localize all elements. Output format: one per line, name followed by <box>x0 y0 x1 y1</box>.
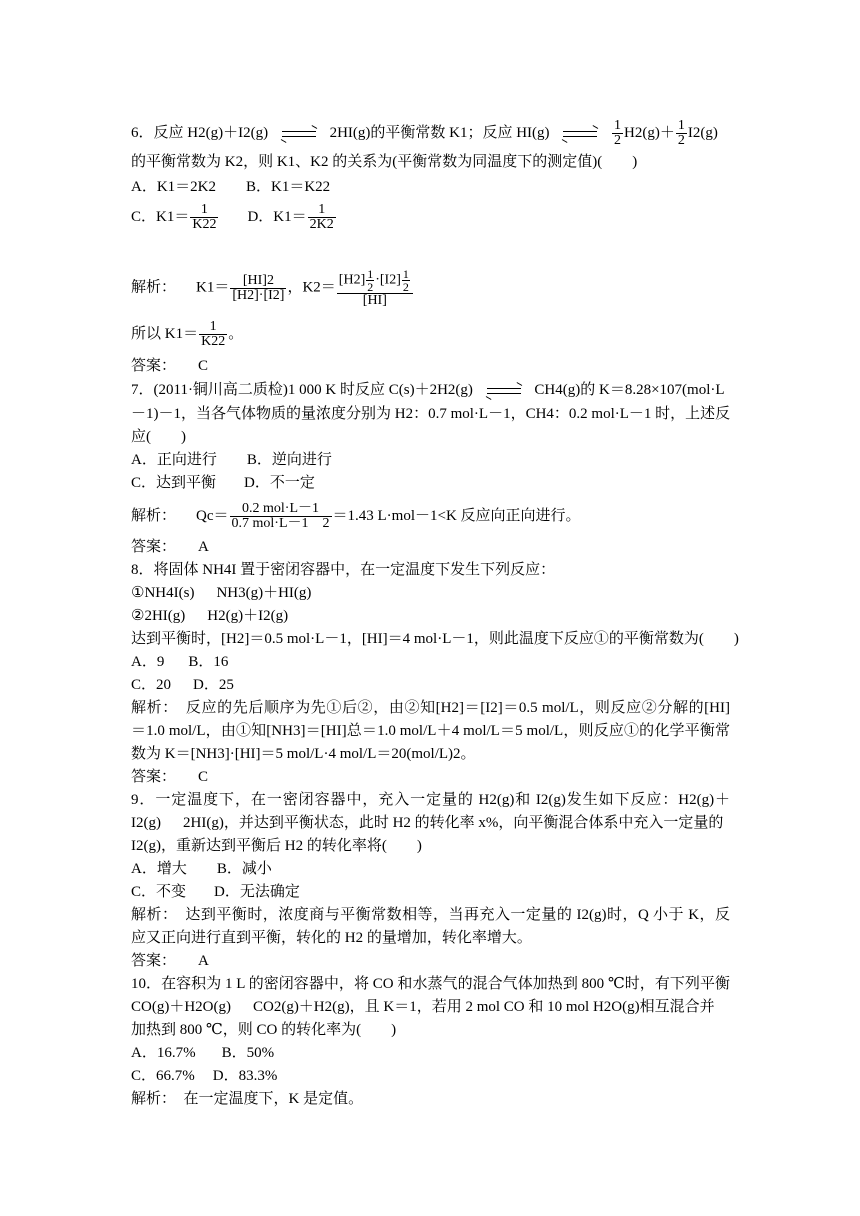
q8-reaction1-reactant: ①NH4I(s) <box>131 585 195 601</box>
q9-line1: 9．一定温度下，在一密闭容器中，充入一定量的 H2(g)和 I2(g)发生如下反应：H2(g)＋ <box>131 792 730 808</box>
q7-line3: 应( ) <box>131 429 186 445</box>
q9-reactant: I2(g) <box>131 815 161 831</box>
q6-options-ab <box>131 178 330 196</box>
q9-answer-value: A <box>198 953 209 969</box>
half-exponent: $\frac{1}{2}$ <box>402 267 409 294</box>
q7-answer-value: A <box>198 539 209 555</box>
q6-i2-term: I2(g) <box>687 124 718 141</box>
answer-label: 答案： <box>131 953 177 969</box>
q7-line1 <box>131 381 725 399</box>
q8-reaction2-product: H2(g)＋I2(g) <box>207 608 289 624</box>
q8-answer-value: C <box>198 769 209 785</box>
q6-h2-term: H2(g)＋ <box>624 124 675 141</box>
q8-reaction2-reactant: ②2HI(g) <box>131 608 186 624</box>
q9-answer <box>131 952 209 970</box>
q9-options-cd <box>131 883 300 901</box>
q7-option-b: B．逆向进行 <box>246 452 332 468</box>
q10-line1: 10．在容积为 1 L 的密闭容器中，将 CO 和水蒸气的混合气体加热到 800 ℃时，有下列平衡 <box>131 976 730 992</box>
q8-answer <box>131 768 208 786</box>
q7-option-a: A．正向进行 <box>131 452 217 468</box>
q8-options-cd <box>131 676 234 694</box>
equilibrium-arrow-icon <box>487 387 521 395</box>
qc-result: ＝1.43 L·mol－1<K 反应向正向进行。 <box>332 507 581 524</box>
q6-option-c: C．K1＝ <box>131 208 190 225</box>
q6-conclusion-fraction: $\frac{1}{K22}$ <box>201 319 226 349</box>
q6-answer-value: C <box>198 358 209 374</box>
q6-option-c-fraction: $\frac{1}{K22}$ <box>192 202 217 232</box>
qc-fraction: $\frac{\text{0.2 mol·L－1}}{\text{0.7 mol·L－1 2}}$ <box>231 501 330 531</box>
half-fraction: $\frac{1}{2}$ <box>677 118 685 148</box>
q7-explanation <box>131 502 581 531</box>
q9-line2 <box>131 814 723 832</box>
q9-options-ab <box>131 860 272 878</box>
q8-line4: 达到平衡时，[H2]＝0.5 mol·L－1，[HI]＝4 mol·L－1，则此温度下反应①的平衡常数为( ) <box>131 631 739 647</box>
q8-option-c: C．20 <box>131 677 172 693</box>
equilibrium-arrow-icon <box>563 130 597 138</box>
q9-option-c: C．不变 <box>131 884 187 900</box>
q10-option-c: C．66.7% <box>131 1068 195 1084</box>
q9-option-b: B．减小 <box>216 861 272 877</box>
q7-option-d: D．不一定 <box>244 475 315 491</box>
q8-options-ab <box>131 653 228 671</box>
k1-fraction: $\frac{[HI]2}{[H2]\cdot[I2]}$ <box>232 272 285 303</box>
q8-explanation-2: ＝1.0 mol/L，由①知[NH3]＝[HI]总＝1.0 mol/L＋4 mol/L＝5 mol/L，则反应①的化学平衡常 <box>131 723 730 739</box>
q7-line2: －1)－1，当各气体物质的量浓度分别为 H2：0.7 mol·L－1，CH4：0.2 mol·L－1 时，上述反 <box>131 406 731 422</box>
q9-option-a: A．增大 <box>131 861 187 877</box>
q6-options-cd <box>131 203 337 232</box>
q6-line1 <box>131 119 718 148</box>
q9-line3: I2(g)，重新达到平衡后 H2 的转化率将( ) <box>131 838 422 854</box>
half-exponent: $\frac{1}{2}$ <box>367 267 374 294</box>
q10-reactants: CO(g)＋H2O(g) <box>131 999 231 1015</box>
q6-conclusion <box>131 320 243 349</box>
explanation-label: 解析： <box>131 507 177 524</box>
q8-line1: 8．将固体 NH4I 置于密闭容器中，在一定温度下发生下列反应： <box>131 562 556 578</box>
q6-answer <box>131 357 208 375</box>
q10-line2 <box>131 998 715 1016</box>
q7-options-cd <box>131 474 315 492</box>
q7-options-ab <box>131 451 332 469</box>
q9-explanation-2: 应又正向进行直到平衡，转化的 H2 的量增加，转化率增大。 <box>131 930 532 946</box>
k1-label: K1＝ <box>196 279 230 296</box>
answer-label: 答案： <box>131 358 177 374</box>
q8-explanation-3: 数为 K＝[NH3]·[HI]＝5 mol/L·4 mol/L＝20(mol/L)2。 <box>131 746 476 762</box>
q9-explanation-1: 解析： 达到平衡时，浓度商与平衡常数相等，当再充入一定量的 I2(g)时，Q 小于 K，反 <box>131 907 730 923</box>
q6-option-d: D．K1＝ <box>247 208 307 225</box>
q8-reaction2 <box>131 607 288 625</box>
q10-option-b: B．50% <box>221 1045 275 1061</box>
q6-conclusion-label: 所以 K1＝ <box>131 325 199 342</box>
qc-label: Qc＝ <box>196 507 229 524</box>
q6-conclusion-period: 。 <box>228 325 244 342</box>
q8-reaction1-product: NH3(g)＋HI(g) <box>216 585 312 601</box>
equilibrium-arrow-icon <box>282 130 316 138</box>
q6-line2: 的平衡常数为 K2，则 K1、K2 的关系为(平衡常数为同温度下的测定值)( ) <box>131 154 638 170</box>
q6-explanation <box>131 268 414 308</box>
explanation-label: 解析： <box>131 279 177 296</box>
q8-option-d: D．25 <box>193 677 234 693</box>
q7-k-value: CH4(g)的 K＝8.28×107(mol·L <box>534 382 725 398</box>
q10-explanation: 解析： 在一定温度下，K 是定值。 <box>131 1091 364 1107</box>
q6-reaction1: 6．反应 H2(g)＋I2(g) <box>131 124 269 141</box>
q9-option-d: D．无法确定 <box>214 884 300 900</box>
q6-reaction1-product: 2HI(g)的平衡常数 K1；反应 HI(g) <box>329 124 550 141</box>
q7-reaction: 7．(2011·铜川高二质检)1 000 K 时反应 C(s)＋2H2(g) <box>131 382 473 398</box>
half-fraction: $\frac{1}{2}$ <box>614 118 622 148</box>
q10-option-a: A．16.7% <box>131 1045 196 1061</box>
q10-line3: 加热到 800 ℃，则 CO 的转化率为( ) <box>131 1022 397 1038</box>
q10-products: CO2(g)＋H2(g)，且 K＝1，若用 2 mol CO 和 10 mol H2O(g)相互混合并 <box>252 999 715 1015</box>
q10-option-d: D．83.3% <box>212 1068 278 1084</box>
answer-label: 答案： <box>131 769 177 785</box>
k2-label: ，K2＝ <box>287 279 336 296</box>
q10-options-cd <box>131 1067 277 1085</box>
q6-option-a: A．K1＝2K2 <box>131 179 216 195</box>
answer-label: 答案： <box>131 539 177 555</box>
q7-answer <box>131 538 209 556</box>
q8-reaction1 <box>131 584 311 602</box>
k2-fraction: [H2] $\frac{1}{2}$ ·[I2] $\frac{1}{2}$ [HI] <box>337 268 413 308</box>
q7-option-c: C．达到平衡 <box>131 475 217 491</box>
q8-option-a: A．9 <box>131 654 165 670</box>
q8-option-b: B．16 <box>188 654 229 670</box>
q6-option-b: B．K1＝K22 <box>246 179 331 195</box>
q9-product: 2HI(g)，并达到平衡状态，此时 H2 的转化率 x%，向平衡混合体系中充入一定量的 <box>183 815 724 831</box>
q8-explanation-1: 解析： 反应的先后顺序为先①后②，由②知[H2]＝[I2]＝0.5 mol/L，则反应②分解的[HI] <box>131 700 730 716</box>
q6-option-d-fraction: $\frac{1}{2K2}$ <box>309 202 334 232</box>
q10-options-ab <box>131 1044 274 1062</box>
